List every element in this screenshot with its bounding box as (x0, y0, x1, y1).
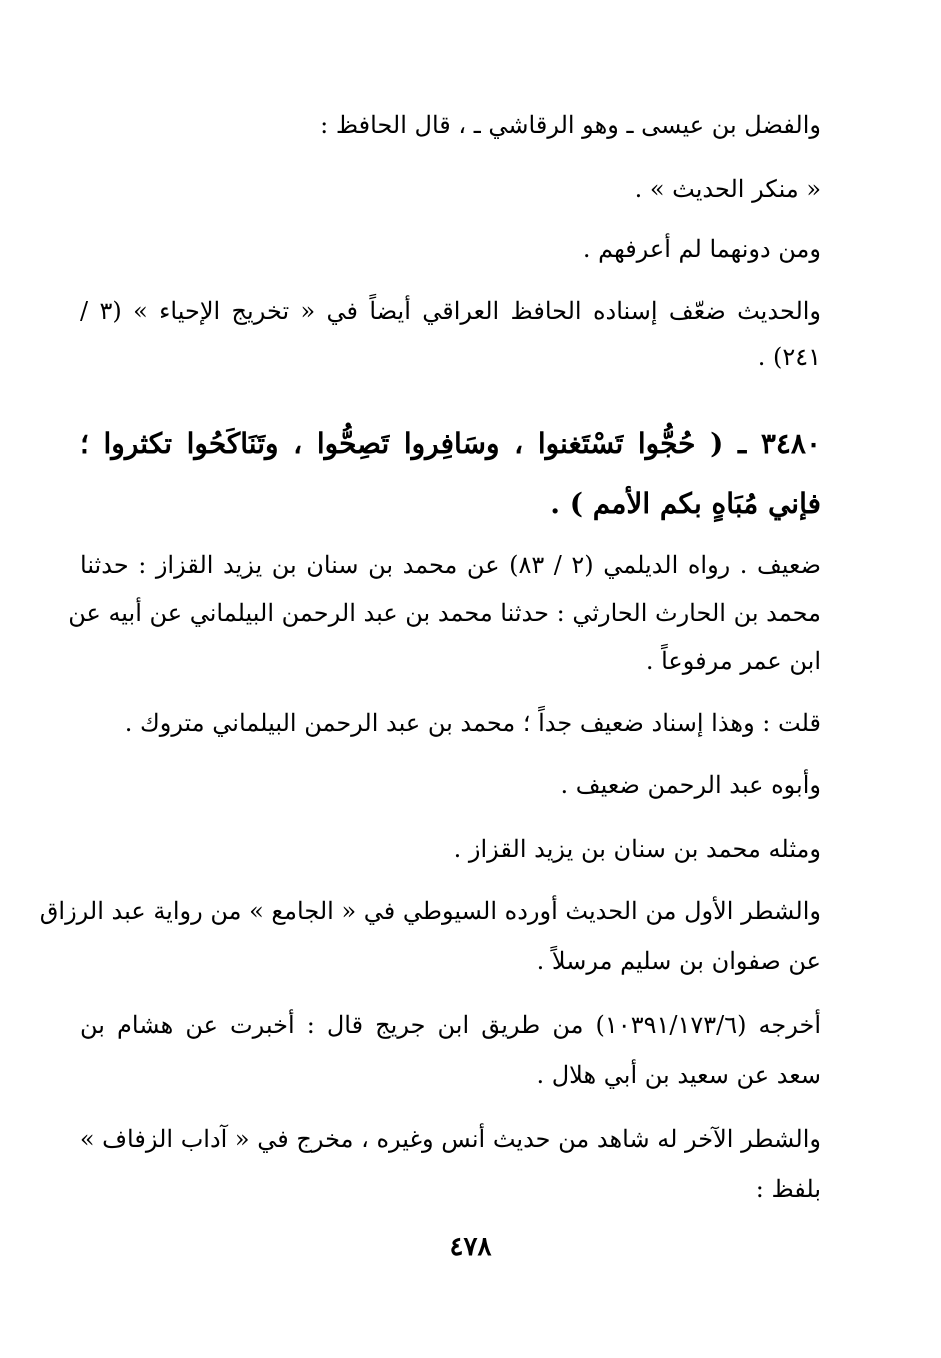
page-body (39, 0, 822, 1358)
text-line-11: قلت : وهذا إسناد ضعيف جداً ؛ محمد بن عبد الرحمن البيلماني متروك . (124, 709, 821, 737)
text-line-17: سعد عن سعيد بن أبي هلال . (536, 1061, 821, 1089)
text-line-1: والفضل بن عيسى ـ وهو الرقاشي ـ ، قال الحافظ : (320, 111, 821, 139)
text-line-15: عن صفوان بن سليم مرسلاً . (536, 947, 821, 975)
text-line-19: بلفظ : (755, 1175, 821, 1203)
text-line-16: أخرجه (١٠٣٩١/١٧٣/٦) من طريق ابن جريج قال : أخبرت عن هشام بن (80, 1011, 821, 1039)
text-line-5: ٢٤١) . (757, 343, 821, 371)
page-number: ٤٧٨ (449, 1232, 492, 1262)
text-line-3: ومن دونهما لم أعرفهم . (582, 235, 821, 263)
hadith-heading-line-2: فإني مُبَاهٍ بكم الأمم ) . (550, 487, 821, 520)
hadith-heading-line-1: ٣٤٨٠ ـ ( حُجُّوا تَسْتَغنوا ، وسَافِروا تَصِحُّوا ، وتَنَاكَحُوا تكثروا ؛ (80, 427, 821, 460)
text-line-10: ابن عمر مرفوعاً . (645, 647, 821, 675)
text-line-2: « منكر الحديث » . (634, 175, 821, 203)
text-line-14: والشطر الأول من الحديث أورده السيوطي في « الجامع » من رواية عبد الرزاق (39, 897, 821, 925)
text-line-13: ومثله محمد بن سنان بن يزيد القزاز . (453, 835, 821, 863)
text-line-9: محمد بن الحارث الحارثي : حدثنا محمد بن عبد الرحمن البيلماني عن أبيه عن (68, 599, 821, 627)
text-line-4: والحديث ضعّف إسناده الحافظ العراقي أيضاً في « تخريج الإحياء » (٣ / (80, 297, 822, 325)
text-line-8: ضعيف . رواه الديلمي (٢ / ٨٣) عن محمد بن سنان بن يزيد القزاز : حدثنا (80, 551, 822, 579)
text-line-18: والشطر الآخر له شاهد من حديث أنس وغيره ، مخرج في « آداب الزفاف » (79, 1125, 821, 1153)
text-line-12: وأبوه عبد الرحمن ضعيف . (560, 771, 821, 799)
